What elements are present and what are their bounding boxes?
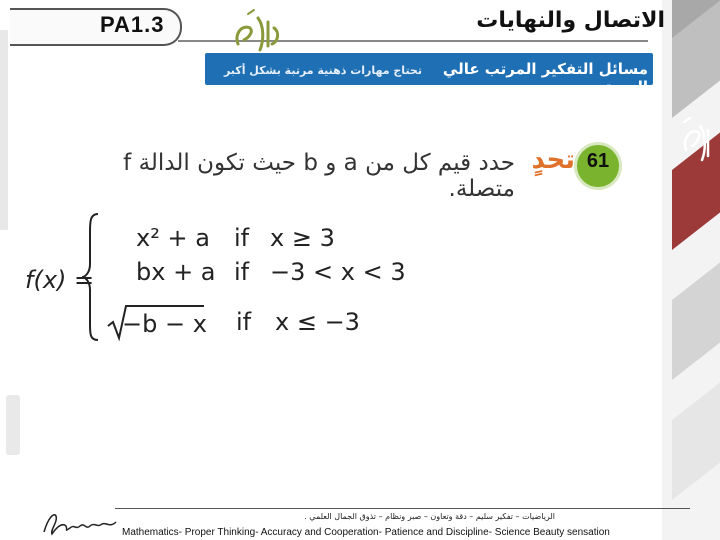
banner-subtitle: تحتاج مهارات ذهنية مرتبة بشكل أكبر: [223, 64, 422, 77]
footer-arabic-motto: الرياضيات – تفكير سليم – دقة وتعاون – صبر ونظام – تذوق الجمال العلمي .: [304, 512, 555, 521]
piece-2-if: if: [234, 258, 250, 286]
piece-3-condition: x ≤ −3: [275, 308, 360, 336]
piece-1-expression: x² + a: [136, 224, 210, 252]
piece-2-expression: bx + a: [136, 258, 216, 286]
footer-rule: [115, 508, 690, 509]
piece-1-if: if: [234, 224, 250, 252]
topic-title: الاتصال والنهايات: [476, 8, 665, 33]
side-logo-icon: [672, 110, 720, 170]
piece-3-if: if: [236, 308, 252, 336]
lesson-code: PA1.3: [100, 12, 165, 37]
piece-3-expression: −b − x: [122, 310, 207, 338]
challenge-label: تحدٍ: [531, 145, 575, 175]
left-decorative-strip: [0, 30, 8, 230]
footer-english-motto: Mathematics- Proper Thinking- Accuracy and Cooperation- Patience and Discipline- Science Beauty sensation: [122, 527, 610, 538]
banner-title: مسائل التفكير المرتب عالي المستوى: [442, 60, 648, 96]
iqra-logo-icon: [228, 6, 288, 56]
left-brace: [82, 212, 100, 342]
piece-1-condition: x ≥ 3: [270, 224, 335, 252]
function-lhs: f(x) =: [25, 266, 95, 294]
piece-2-condition: −3 < x < 3: [270, 258, 406, 286]
signature-icon: [40, 508, 120, 538]
question-number: 61: [586, 150, 610, 172]
question-text: حدد قيم كل من a و b حيث تكون الدالة f متصلة.: [123, 150, 515, 202]
left-decorative-tile: [6, 395, 20, 455]
